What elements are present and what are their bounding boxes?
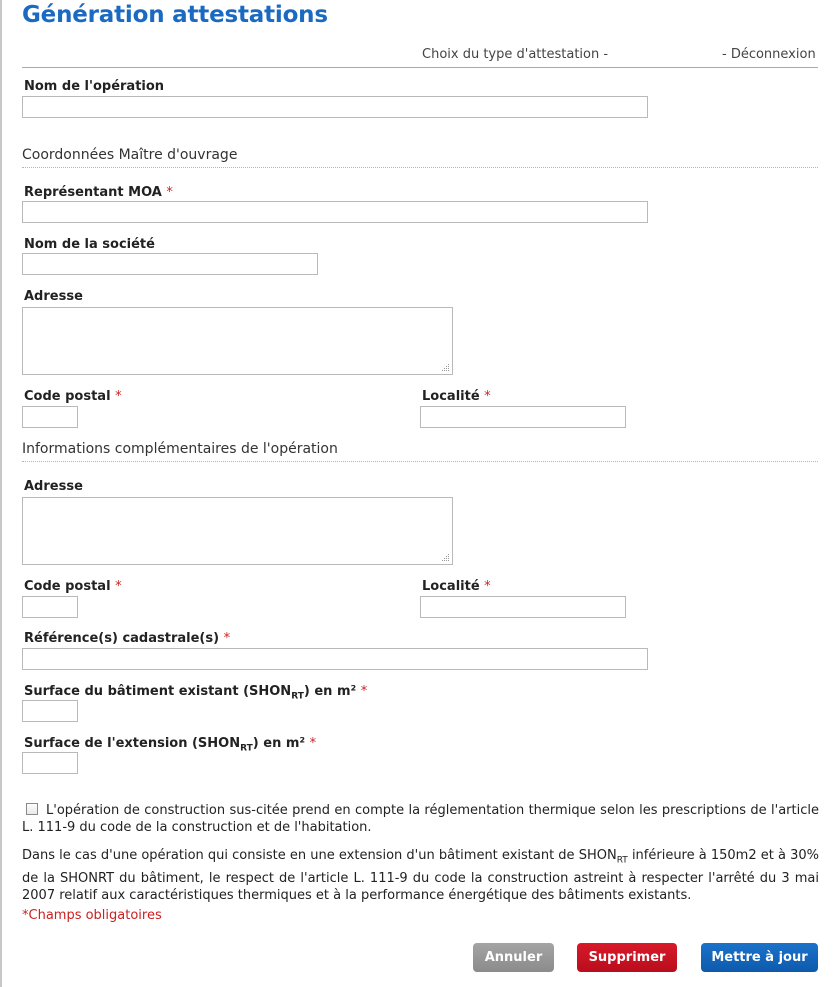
consent-text: L'opération de construction sus-citée prend en compte la réglementation thermique selon les prescriptions de l'article L. 111-9 du code de la construction et de l'habitation. xyxy=(22,803,819,835)
moa-postal-input[interactable] xyxy=(22,406,78,428)
mandatory-fields-note: *Champs obligatoires xyxy=(22,908,162,923)
required-marker: * xyxy=(360,684,368,699)
nav-logout-link[interactable]: - Déconnexion xyxy=(722,47,816,62)
cancel-button[interactable]: Annuler xyxy=(473,943,554,972)
op-city-input[interactable] xyxy=(420,596,626,618)
cadastral-ref-label: Référence(s) cadastrale(s) * xyxy=(24,631,231,646)
moa-city-input[interactable] xyxy=(420,406,626,428)
company-name-input[interactable] xyxy=(22,253,318,275)
extension-surface-input[interactable] xyxy=(22,752,78,774)
extension-surface-label: Surface de l'extension $(SHON_{RT})$ en m² * xyxy=(24,736,317,754)
moa-address-textarea[interactable] xyxy=(22,307,453,375)
required-marker: * xyxy=(484,389,491,404)
nav-attestation-type-link[interactable]: Choix du type d'attestation - xyxy=(422,47,609,62)
update-button[interactable]: Mettre à jour xyxy=(701,943,818,972)
op-city-label: Localité * xyxy=(422,579,491,594)
operation-name-input[interactable] xyxy=(22,96,648,118)
resize-grip-icon[interactable] xyxy=(441,363,450,372)
op-postal-label: Code postal * xyxy=(24,579,122,594)
moa-representative-input[interactable] xyxy=(22,201,648,223)
delete-button[interactable]: Supprimer xyxy=(577,943,677,972)
existing-surface-label: Surface du bâtiment existant $(SHON_{RT})$ en m² * xyxy=(24,684,368,702)
moa-address-label: Adresse xyxy=(24,289,83,304)
required-marker: * xyxy=(223,631,231,646)
left-border xyxy=(0,0,2,987)
required-marker: * xyxy=(166,185,173,200)
cadastral-ref-input[interactable] xyxy=(22,648,648,670)
company-name-label: Nom de la société xyxy=(24,237,155,252)
section-moa-heading: Coordonnées Maître d'ouvrage xyxy=(22,147,818,168)
section-operation-info-heading: Informations complémentaires de l'opération xyxy=(22,441,818,462)
resize-grip-icon[interactable] xyxy=(441,553,450,562)
existing-surface-input[interactable] xyxy=(22,700,78,722)
operation-name-label: Nom de l'opération xyxy=(24,79,165,94)
regulation-note: Dans le cas d'une opération qui consiste en une extension d'un bâtiment existant de $SHON_{RT}$ inférieure à 150m2 et à 30% de la SHONRT du bâtiment, le respect de l'article L. 111-9 du code la construction astreint à respecter l'arrêté du 3 mai 2007 relatif aux caractéristiques thermiques et à la performance énergétique des bâtiments existants. xyxy=(22,848,819,903)
moa-representative-label: Représentant MOA * xyxy=(24,185,173,200)
required-marker: * xyxy=(115,389,122,404)
required-marker: * xyxy=(484,579,491,594)
page-title: Génération attestations xyxy=(22,2,328,28)
op-postal-input[interactable] xyxy=(22,596,78,618)
op-address-label: Adresse xyxy=(24,479,83,494)
required-marker: * xyxy=(115,579,122,594)
moa-city-label: Localité * xyxy=(422,389,491,404)
required-marker: * xyxy=(309,736,317,751)
header-divider xyxy=(22,67,818,68)
moa-postal-label: Code postal * xyxy=(24,389,122,404)
op-address-textarea[interactable] xyxy=(22,497,453,565)
